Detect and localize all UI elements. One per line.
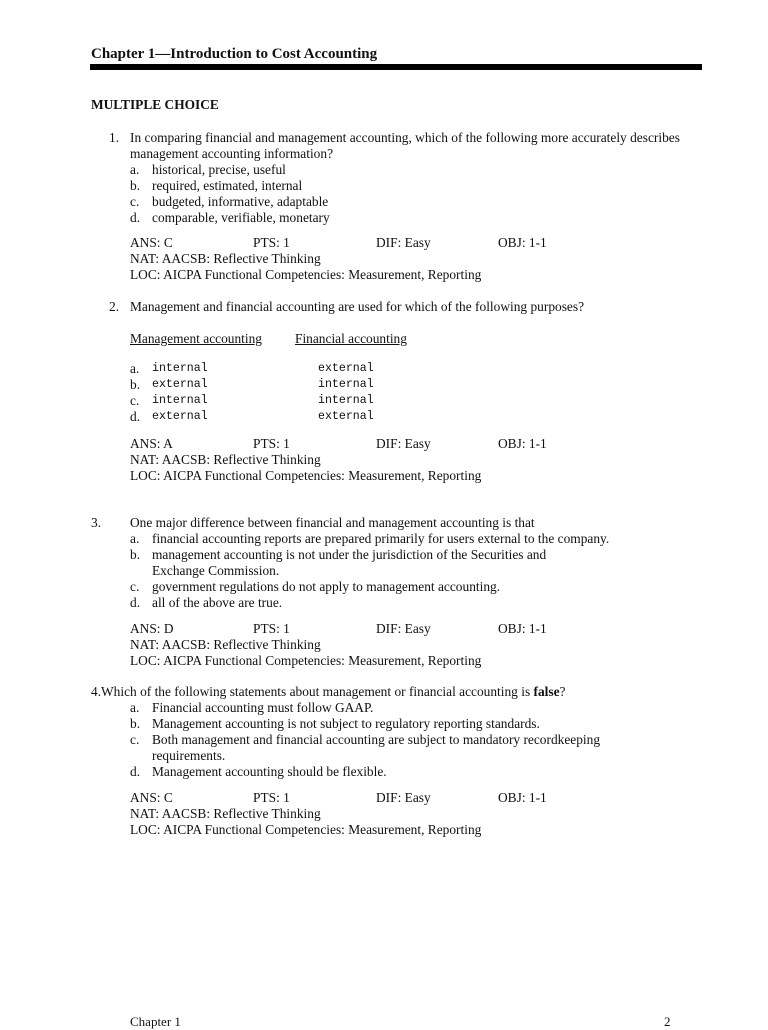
footer-chapter: Chapter 1 — [130, 1014, 181, 1029]
nat-standard: NAT: AACSB: Reflective Thinking — [130, 637, 321, 652]
difficulty: DIF: Easy — [376, 790, 431, 805]
question-number: 4. — [91, 684, 102, 699]
answer-key: ANS: A — [130, 436, 173, 451]
points: PTS: 1 — [253, 436, 290, 451]
difficulty: DIF: Easy — [376, 436, 431, 451]
option-b: b. Management accounting is not subject to regulatory reporting standards. — [130, 716, 540, 731]
footer-page-number: 2 — [664, 1014, 671, 1029]
nat-standard: NAT: AACSB: Reflective Thinking — [130, 806, 321, 821]
answer-key: ANS: D — [130, 621, 174, 636]
option-a: a. financial accounting reports are prepared primarily for users external to the company. — [130, 531, 610, 546]
loc-competency: LOC: AICPA Functional Competencies: Measurement, Reporting — [130, 267, 482, 282]
answer-options — [130, 700, 702, 780]
option-d: d. comparable, verifiable, monetary — [130, 210, 330, 225]
loc-competency: LOC: AICPA Functional Competencies: Measurement, Reporting — [130, 468, 482, 483]
table-row: d. external external — [130, 409, 374, 424]
difficulty: DIF: Easy — [376, 235, 431, 250]
option-b: b. required, estimated, internal — [130, 178, 303, 193]
answer-key: ANS: C — [130, 790, 173, 805]
question-number: 3. — [91, 515, 102, 530]
option-c: c. government regulations do not apply to management accounting. — [130, 579, 501, 594]
question-number: 2. — [109, 299, 120, 314]
table-row: c. internal internal — [130, 393, 374, 408]
column-header-financial: Financial accounting — [295, 331, 407, 346]
objective: OBJ: 1-1 — [498, 621, 547, 636]
answer-metadata — [130, 235, 702, 283]
emphasis-false: false — [533, 684, 560, 699]
option-c: c. budgeted, informative, adaptable — [130, 194, 329, 209]
answer-options — [130, 162, 702, 226]
answer-key: ANS: C — [130, 235, 173, 250]
objective: OBJ: 1-1 — [498, 235, 547, 250]
question-stem: Management and financial accounting are used for which of the following purposes? — [130, 299, 585, 314]
loc-competency: LOC: AICPA Functional Competencies: Measurement, Reporting — [130, 653, 482, 668]
question-stem: 4.Which of the following statements about management or financial accounting is false? — [91, 684, 566, 699]
nat-standard: NAT: AACSB: Reflective Thinking — [130, 452, 321, 467]
answer-options — [130, 531, 702, 611]
table-row: a. internal external — [130, 361, 374, 376]
objective: OBJ: 1-1 — [498, 790, 547, 805]
option-a: a. historical, precise, useful — [130, 162, 286, 177]
nat-standard: NAT: AACSB: Reflective Thinking — [130, 251, 321, 266]
question-stem: In comparing financial and management accounting, which of the following more accurately describes management accounting information? — [130, 130, 680, 161]
loc-competency: LOC: AICPA Functional Competencies: Measurement, Reporting — [130, 822, 482, 837]
difficulty: DIF: Easy — [376, 621, 431, 636]
option-b: b. management accounting is not under the jurisdiction of the Securities and Exchange Commission. — [130, 547, 547, 578]
option-c: c. Both management and financial accounting are subject to mandatory recordkeeping requirements. — [130, 732, 601, 763]
header-rule — [90, 64, 702, 70]
chapter-title: Chapter 1—Introduction to Cost Accounting — [91, 46, 378, 62]
objective: OBJ: 1-1 — [498, 436, 547, 451]
question-stem: One major difference between financial and management accounting is that — [130, 515, 535, 530]
answer-metadata — [130, 436, 702, 484]
points: PTS: 1 — [253, 235, 290, 250]
question-number: 1. — [109, 130, 120, 145]
answer-table — [130, 361, 530, 425]
answer-metadata — [130, 621, 702, 669]
points: PTS: 1 — [253, 621, 290, 636]
option-a: a. Financial accounting must follow GAAP. — [130, 700, 374, 715]
option-d: d. all of the above are true. — [130, 595, 283, 610]
points: PTS: 1 — [253, 790, 290, 805]
answer-metadata — [130, 790, 702, 838]
option-d: d. Management accounting should be flexible. — [130, 764, 387, 779]
column-header-management: Management accounting — [130, 331, 262, 346]
table-row: b. external internal — [130, 377, 374, 392]
section-heading: MULTIPLE CHOICE — [91, 97, 219, 112]
